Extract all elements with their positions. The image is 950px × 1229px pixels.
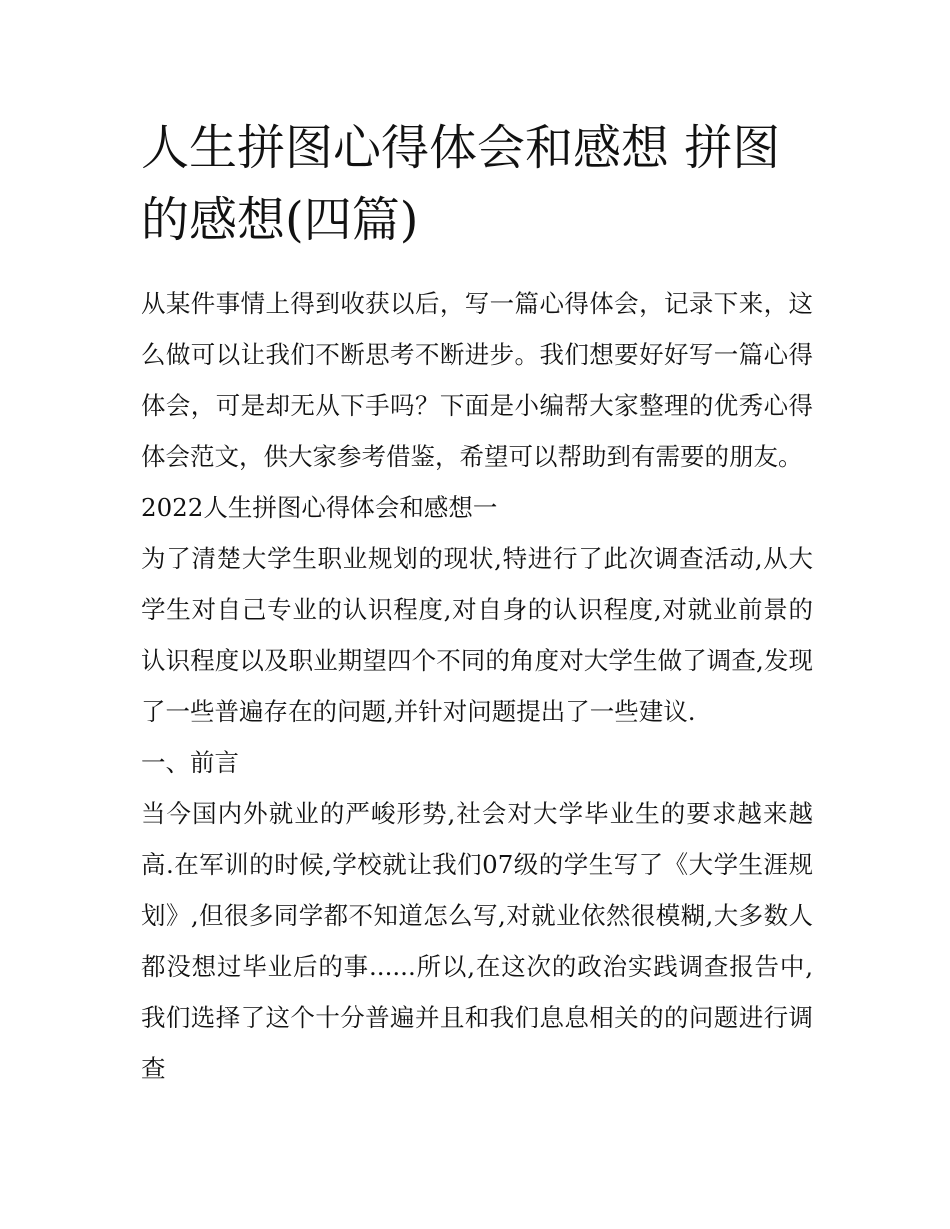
intro-paragraph: 从某件事情上得到收获以后，写一篇心得体会，记录下来，这么做可以让我们不断思考不断进步。我们想要好好写一篇心得体会，可是却无从下手吗？下面是小编帮大家整理的优秀心得体会范文，供大家参考借鉴，希望可以帮助到有需要的朋友。 [141, 289, 813, 471]
body-paragraph-2: 当今国内外就业的严峻形势,社会对大学毕业生的要求越来越高.在军训的时候,学校就让我们07级的学生写了《大学生涯规划》,但很多同学都不知道怎么写,对就业依然很模糊,大多数人都没想过毕业后的事......所以,在这次的政治实践调查报告中,我们选择了这个十分普遍并且和我们息息相关的的问题进行调查 [141, 799, 813, 1083]
document-title: 人生拼图心得体会和感想 拼图的感想(四篇) [141, 120, 781, 248]
title-spacer [141, 256, 813, 278]
document-content [141, 112, 813, 1094]
body-paragraph-1: 为了清楚大学生职业规划的现状,特进行了此次调查活动,从大学生对自己专业的认识程度,对自身的认识程度,对就业前景的认识程度以及职业期望四个不同的角度对大学生做了调查,发现了一些普遍存在的问题,并针对问题提出了一些建议. [141, 544, 813, 726]
section-heading-1: 2022人生拼图心得体会和感想一 [141, 493, 498, 522]
section-heading-preface: 一、前言 [141, 748, 239, 777]
